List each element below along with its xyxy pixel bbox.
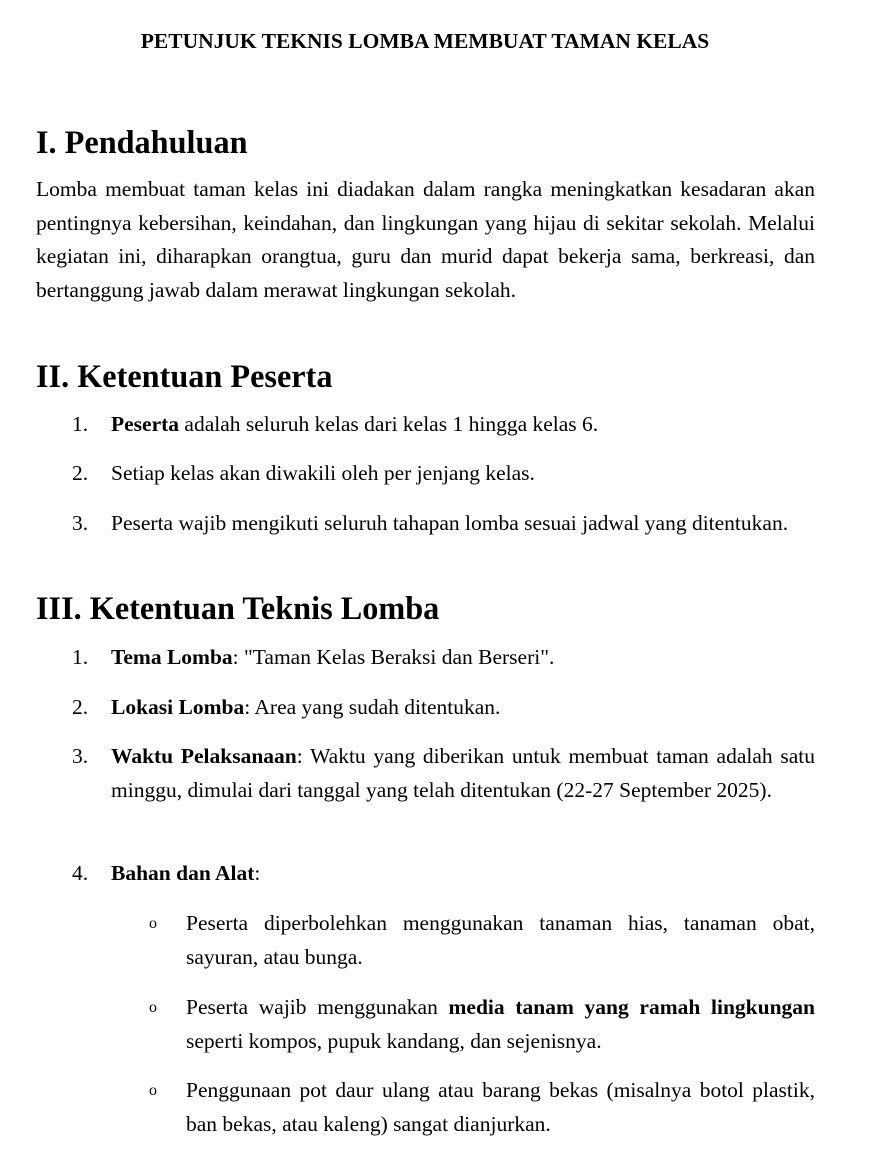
section-heading-pendahuluan: I. Pendahuluan <box>36 124 248 160</box>
list-item <box>36 857 815 891</box>
list-item <box>36 457 815 491</box>
list-item-bold: Waktu Pelaksanaan <box>111 744 297 768</box>
sub-list-item <box>36 907 815 974</box>
list-item-bold: Peserta <box>111 412 180 436</box>
sub-item-text: Penggunaan pot daur ulang atau barang bekas (misalnya botol plastik, ban bekas, atau kaleng) sangat dianjurkan. <box>186 1078 815 1136</box>
list-number: 1. <box>72 645 89 669</box>
list-item-text: : Area yang sudah ditentukan. <box>244 695 501 719</box>
list-item-text: : <box>254 861 261 885</box>
sub-list-item <box>36 1074 815 1141</box>
list-item-bold: Tema Lomba <box>111 645 233 669</box>
sub-item-text: Peserta diperbolehkan menggunakan tanaman hias, tanaman obat, sayuran, atau bunga. <box>186 911 815 969</box>
list-number: 3. <box>72 744 89 768</box>
bullet-circle-icon: o <box>149 1082 157 1099</box>
list-number: 3. <box>72 511 89 535</box>
section-heading-ketentuan-teknis: III. Ketentuan Teknis Lomba <box>36 590 440 626</box>
sub-list-item <box>36 991 815 1058</box>
intro-paragraph: Lomba membuat taman kelas ini diadakan dalam rangka meningkatkan kesadaran akan pentingnya kebersihan, keindahan, dan lingkungan yang hijau di sekitar sekolah. Melalui kegiatan ini, diharapkan orangtua, guru dan murid dapat bekerja sama, berkreasi, dan bertanggung jawab dalam merawat lingkungan sekolah. <box>36 177 815 302</box>
list-item <box>36 507 815 541</box>
list-item <box>36 691 815 725</box>
sub-item-bold: media tanam yang ramah lingkungan <box>448 995 816 1019</box>
list-number: 4. <box>72 861 89 885</box>
list-item-bold: Bahan dan Alat <box>111 861 255 885</box>
document-title: PETUNJUK TEKNIS LOMBA MEMBUAT TAMAN KELAS <box>140 29 710 53</box>
list-number: 2. <box>72 695 89 719</box>
list-item <box>36 408 815 442</box>
sub-item-text: Peserta wajib menggunakan <box>186 995 449 1019</box>
list-item <box>36 740 815 807</box>
list-item-text: : Waktu yang diberikan untuk membuat taman adalah satu minggu, dimulai dari tanggal yang telah ditentukan (22-27 September 2025). <box>111 744 816 802</box>
list-item <box>36 641 815 675</box>
section-heading-ketentuan-peserta: II. Ketentuan Peserta <box>36 358 333 394</box>
list-item-text: Peserta wajib mengikuti seluruh tahapan lomba sesuai jadwal yang ditentukan. <box>111 511 789 535</box>
sub-item-text-post: seperti kompos, pupuk kandang, dan sejenisnya. <box>186 1028 602 1053</box>
bullet-circle-icon: o <box>149 915 157 932</box>
list-number: 2. <box>72 461 89 485</box>
list-item-text: Setiap kelas akan diwakili oleh per jenjang kelas. <box>111 461 535 485</box>
list-item-bold: Lokasi Lomba <box>111 695 245 719</box>
list-item-text: : "Taman Kelas Beraksi dan Berseri". <box>232 645 555 669</box>
bullet-circle-icon: o <box>149 999 157 1016</box>
list-item-text: adalah seluruh kelas dari kelas 1 hingga kelas 6. <box>179 412 599 436</box>
list-number: 1. <box>72 412 89 436</box>
